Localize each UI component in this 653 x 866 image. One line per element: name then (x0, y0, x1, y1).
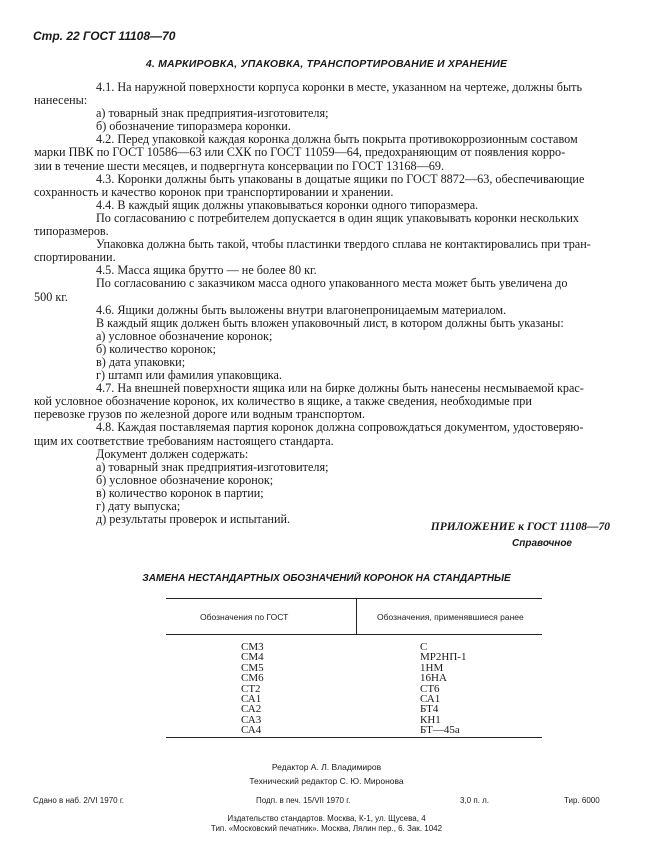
table-cell: СА2 (241, 703, 262, 716)
table-cell: СА3 (241, 713, 262, 726)
table-cell: СМ3 (241, 641, 264, 653)
table-cell: СМ6 (241, 672, 264, 685)
table-cell: БТ4 (420, 703, 439, 716)
table-title: ЗАМЕНА НЕСТАНДАРТНЫХ ОБОЗНАЧЕНИЙ КОРОНОК НА СТАНДАРТНЫЕ (142, 573, 511, 584)
text-line: б) условное обозначение коронок; (96, 472, 274, 487)
column-gost-values (241, 642, 264, 736)
text-line: перевозке грузов по железной дороге или водным транспортом. (34, 407, 366, 422)
text-line: Документ должен содержать: (96, 446, 249, 461)
publisher-line: Издательство стандартов. Москва, К-1, ул. Щусева, 4 (227, 814, 426, 823)
sent-to-print: Сдано в наб. 2/VI 1970 г. (33, 796, 124, 805)
publisher-block (0, 814, 653, 834)
text-line: 4.1. На наружной поверхности корпуса коронки в месте, указанном на чертеже, должны быть (96, 80, 583, 94)
text-line: щим их соответствие требованиям настоящего стандарта. (34, 433, 334, 448)
text-line: 4.2. Перед упаковкой каждая коронка должна быть покрыта противокоррозионным составом (96, 132, 578, 147)
text-line: а) условное обозначение коронок; (96, 328, 273, 343)
text-line: д) результаты проверок и испытаний. (96, 512, 291, 527)
text-line: 4.6. Ящики должны быть выложены внутри влагонепроницаемым материалом. (96, 302, 507, 317)
text-line: 4.8. Каждая поставляемая партия коронок должна сопровождаться документом, удостоверяю- (96, 420, 584, 435)
text-line: б) количество коронок; (96, 341, 217, 356)
text-line: а) товарный знак предприятия-изготовителя; (96, 459, 329, 474)
section-title: 4. МАРКИРОВКА, УПАКОВКА, ТРАНСПОРТИРОВАНИЕ И ХРАНЕНИЕ (145, 58, 508, 70)
appendix-title: ПРИЛОЖЕНИЕ к ГОСТ 11108—70 (430, 521, 610, 533)
column-header-previous: Обозначения, применявшиеся ранее (377, 612, 524, 622)
text-line: б) обозначение типоразмера коронки. (96, 119, 291, 134)
text-line: 4.4. В каждый ящик должны упаковываться коронки одного типоразмера. (96, 197, 479, 212)
text-line: в) дата упаковки; (96, 354, 186, 369)
printed-sheets: 3,0 п. л. (460, 796, 490, 805)
text-line: марки ПВК по ГОСТ 10586—63 или СХК по ГОСТ 11059—64, предохраняющим от появления корро- (34, 145, 566, 160)
designation-table (166, 598, 542, 738)
text-line: г) штамп или фамилия упаковщика. (96, 368, 282, 383)
text-line: 4.7. На внешней поверхности ящика или на бирке должны быть нанесены несмываемой крас- (96, 381, 584, 396)
text-line: типоразмеров. (34, 224, 109, 239)
appendix-subtitle: Справочное (512, 538, 572, 549)
table-cell: 16НА (420, 672, 447, 685)
page-header: Стр. 22 ГОСТ 11108—70 (33, 29, 176, 43)
table-cell: СТ2 (241, 682, 261, 695)
table-cell: КН1 (420, 713, 441, 726)
table-cell: С (420, 641, 428, 653)
table-cell: СМ5 (241, 661, 264, 674)
text-line: зии в течение шести месяцев, и подвергнута консервации по ГОСТ 13168—69. (34, 158, 445, 173)
print-run: Тир. 6000 (564, 796, 600, 805)
table-cell: СА1 (241, 693, 262, 706)
text-line: г) дату выпуска; (96, 499, 181, 513)
table-top-rule (166, 598, 542, 599)
text-line: Упаковка должна быть такой, чтобы пластинки твердого сплава не контактировались при тран- (96, 237, 591, 252)
table-cell: СА4 (241, 724, 262, 737)
table-cell: МР2НП-1 (420, 651, 467, 664)
text-line: в) количество коронок в партии; (96, 485, 264, 500)
table-cell: СМ4 (241, 651, 264, 664)
text-line: кой условное обозначение коронок, их количество в ящике, а также сведения, необходимые при (34, 394, 532, 409)
table-header-rule (166, 634, 542, 635)
table-column-divider (356, 598, 357, 634)
text-line: нанесены: (34, 93, 88, 108)
signed-for-print: Подп. в печ. 15/VII 1970 г. (256, 796, 351, 805)
table-cell: СТ6 (420, 682, 440, 695)
text-line: 4.3. Коронки должны быть упакованы в дощатые ящики по ГОСТ 8872—63, обеспечивающие (96, 171, 585, 186)
table-bottom-rule (166, 737, 542, 738)
tech-editor-line: Технический редактор С. Ю. Миронова (249, 776, 404, 786)
text-line: спортировании. (34, 250, 116, 265)
editor-line: Редактор А. Л. Владимиров (271, 762, 382, 772)
printer-line: Тип. «Московский печатник». Москва, Лялин пер., 6. Зак. 1042 (210, 824, 443, 833)
text-line: В каждый ящик должен быть вложен упаковочный лист, в котором должны быть указаны: (96, 315, 564, 330)
table-cell: 1НМ (420, 661, 444, 674)
table-cell: СА1 (420, 693, 441, 706)
column-previous-values (420, 642, 466, 736)
text-line: 4.5. Масса ящика брутто — не более 80 кг. (96, 263, 317, 278)
text-line: 500 кг. (34, 289, 68, 304)
text-line: По согласованию с потребителем допускается в один ящик упаковывать коронки нескольких (96, 210, 579, 225)
text-line: По согласованию с заказчиком масса одного упакованного места может быть увеличена до (96, 276, 568, 291)
text-line: сохранность и качество коронок при транспортировании и хранении. (34, 184, 394, 199)
editors-block (0, 760, 653, 788)
text-line: а) товарный знак предприятия-изготовителя; (96, 106, 329, 121)
column-header-gost: Обозначения по ГОСТ (200, 612, 289, 622)
table-cell: БТ—45а (420, 724, 460, 737)
